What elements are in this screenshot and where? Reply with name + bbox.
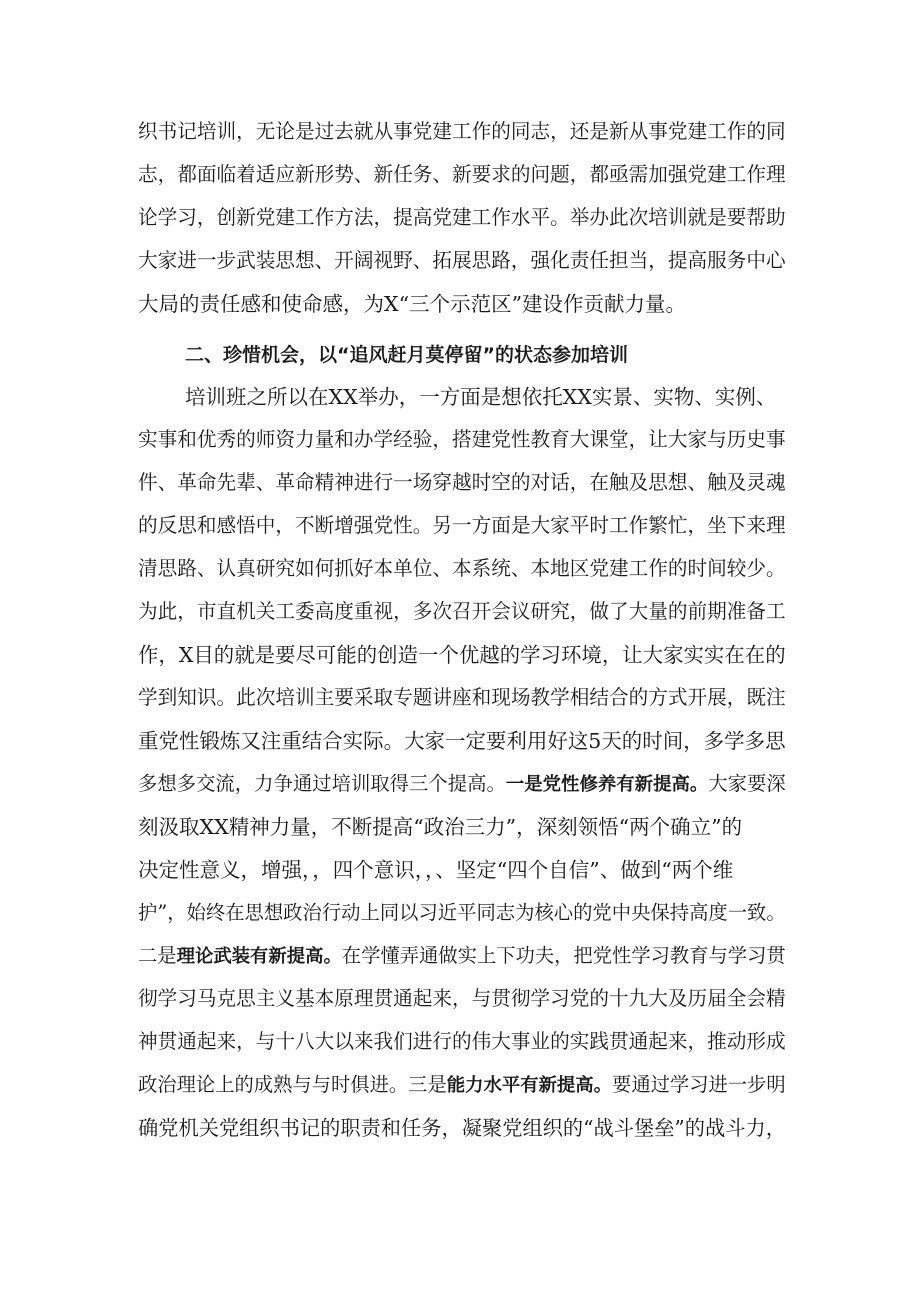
text-line: [0, 764, 920, 804]
text-line: [0, 1022, 920, 1062]
line-text: 彻学习马克思主义基本原理贯通起来，与贯彻学习党的十九大及历届全会精: [138, 987, 786, 1010]
line-text: 在学懂弄通做实上下功夫，把党性学习教育与学习贯: [341, 944, 786, 967]
line-text: 重党性锻炼又注重结合实际。大家一定要利用好这5天的时间，多学多思: [138, 729, 786, 753]
line-text: 作，X目的就是要尽可能的创造一个优越的学习环境，让大家实实在在的: [138, 643, 786, 667]
line-text: 决定性意义，增强，，四个意识，，、坚定“四个自信”、做到“两个维: [138, 858, 734, 882]
text-line: [0, 893, 920, 933]
line-text: 的反思和感悟中，不断增强党性。另一方面是大家平时工作繁忙，坐下来理: [138, 514, 786, 537]
text-line: [0, 979, 920, 1019]
line-text: 大局的责任感和使命感，为X“三个示范区”建设作贡献力量。: [138, 292, 687, 316]
line-text: 件、革命先辈、革命精神进行一场穿越时空的对话，在触及思想、触及灵魂: [138, 471, 786, 494]
section-heading: [0, 335, 920, 375]
text-line: [0, 112, 920, 152]
bold-highlight: 能力水平有新提高。: [446, 1075, 613, 1096]
text-line: [0, 506, 920, 546]
line-text: 织书记培训，无论是过去就从事党建工作的同志，还是新从事党建工作的同: [138, 120, 786, 143]
line-text: 大家要深: [708, 772, 786, 795]
line-text: 学到知识。此次培训主要采取专题讲座和现场教学相结合的方式开展，既注: [138, 686, 786, 709]
text-line: [0, 592, 920, 632]
line-text: 确党机关党组织书记的职责和任务，凝聚党组织的“战斗堡垒”的战斗力，: [138, 1116, 786, 1140]
line-text: 清思路、认真研究如何抓好本单位、本系统、本地区党建工作的时间较少。: [138, 557, 786, 580]
line-text: 志，都面临着适应新形势、新任务、新要求的问题，都亟需加强党建工作理: [138, 163, 786, 186]
text-line: [0, 241, 920, 281]
text-line: [0, 198, 920, 238]
heading-text: 二、珍惜机会，以“追风赶月莫停留”的状态参加培训: [185, 344, 628, 366]
line-text: 多想多交流，力争通过培训取得三个提高。: [138, 772, 506, 795]
text-line: [0, 463, 920, 503]
text-line: [0, 377, 920, 417]
text-line: [0, 420, 920, 460]
text-line: [0, 807, 920, 847]
text-line: [0, 635, 920, 675]
text-line: [0, 936, 920, 976]
line-text: 为此，市直机关工委高度重视，多次召开会议研究，做了大量的前期准备工: [138, 600, 786, 623]
text-line: [0, 850, 920, 890]
line-text: 刻汲取XX精神力量，不断提高“政治三力”，深刻领悟“两个确立”的: [138, 815, 743, 839]
text-line: [0, 1108, 920, 1148]
line-text: 政治理论上的成熟与与时俱进。三是: [138, 1073, 447, 1096]
text-line: [0, 721, 920, 761]
bold-highlight: 理论武装有新提高。: [176, 946, 342, 967]
text-line: [0, 549, 920, 589]
line-text: 要通过学习进一步明: [612, 1073, 786, 1096]
line-text: 实事和优秀的师资力量和办学经验，搭建党性教育大课堂，让大家与历史事: [138, 428, 786, 451]
line-text: 神贯通起来，与十八大以来我们进行的伟大事业的实践贯通起来，推动形成: [138, 1030, 786, 1053]
bold-highlight: 一是党性修养有新提高。: [505, 774, 709, 795]
text-line: [0, 284, 920, 324]
text-line: [0, 1065, 920, 1105]
line-text: 护”，始终在思想政治行动上同以习近平同志为核心的党中央保持高度一致。: [138, 901, 786, 924]
line-text: 培训班之所以在XX举办，一方面是想依托XX实景、实物、实例、: [185, 385, 777, 409]
text-line: [0, 678, 920, 718]
line-text: 大家进一步武装思想、开阔视野、拓展思路，强化责任担当，提高服务中心: [138, 249, 786, 272]
text-line: [0, 155, 920, 195]
line-text: 二是: [138, 944, 177, 967]
line-text: 论学习，创新党建工作方法，提高党建工作水平。举办此次培训就是要帮助: [138, 206, 786, 229]
